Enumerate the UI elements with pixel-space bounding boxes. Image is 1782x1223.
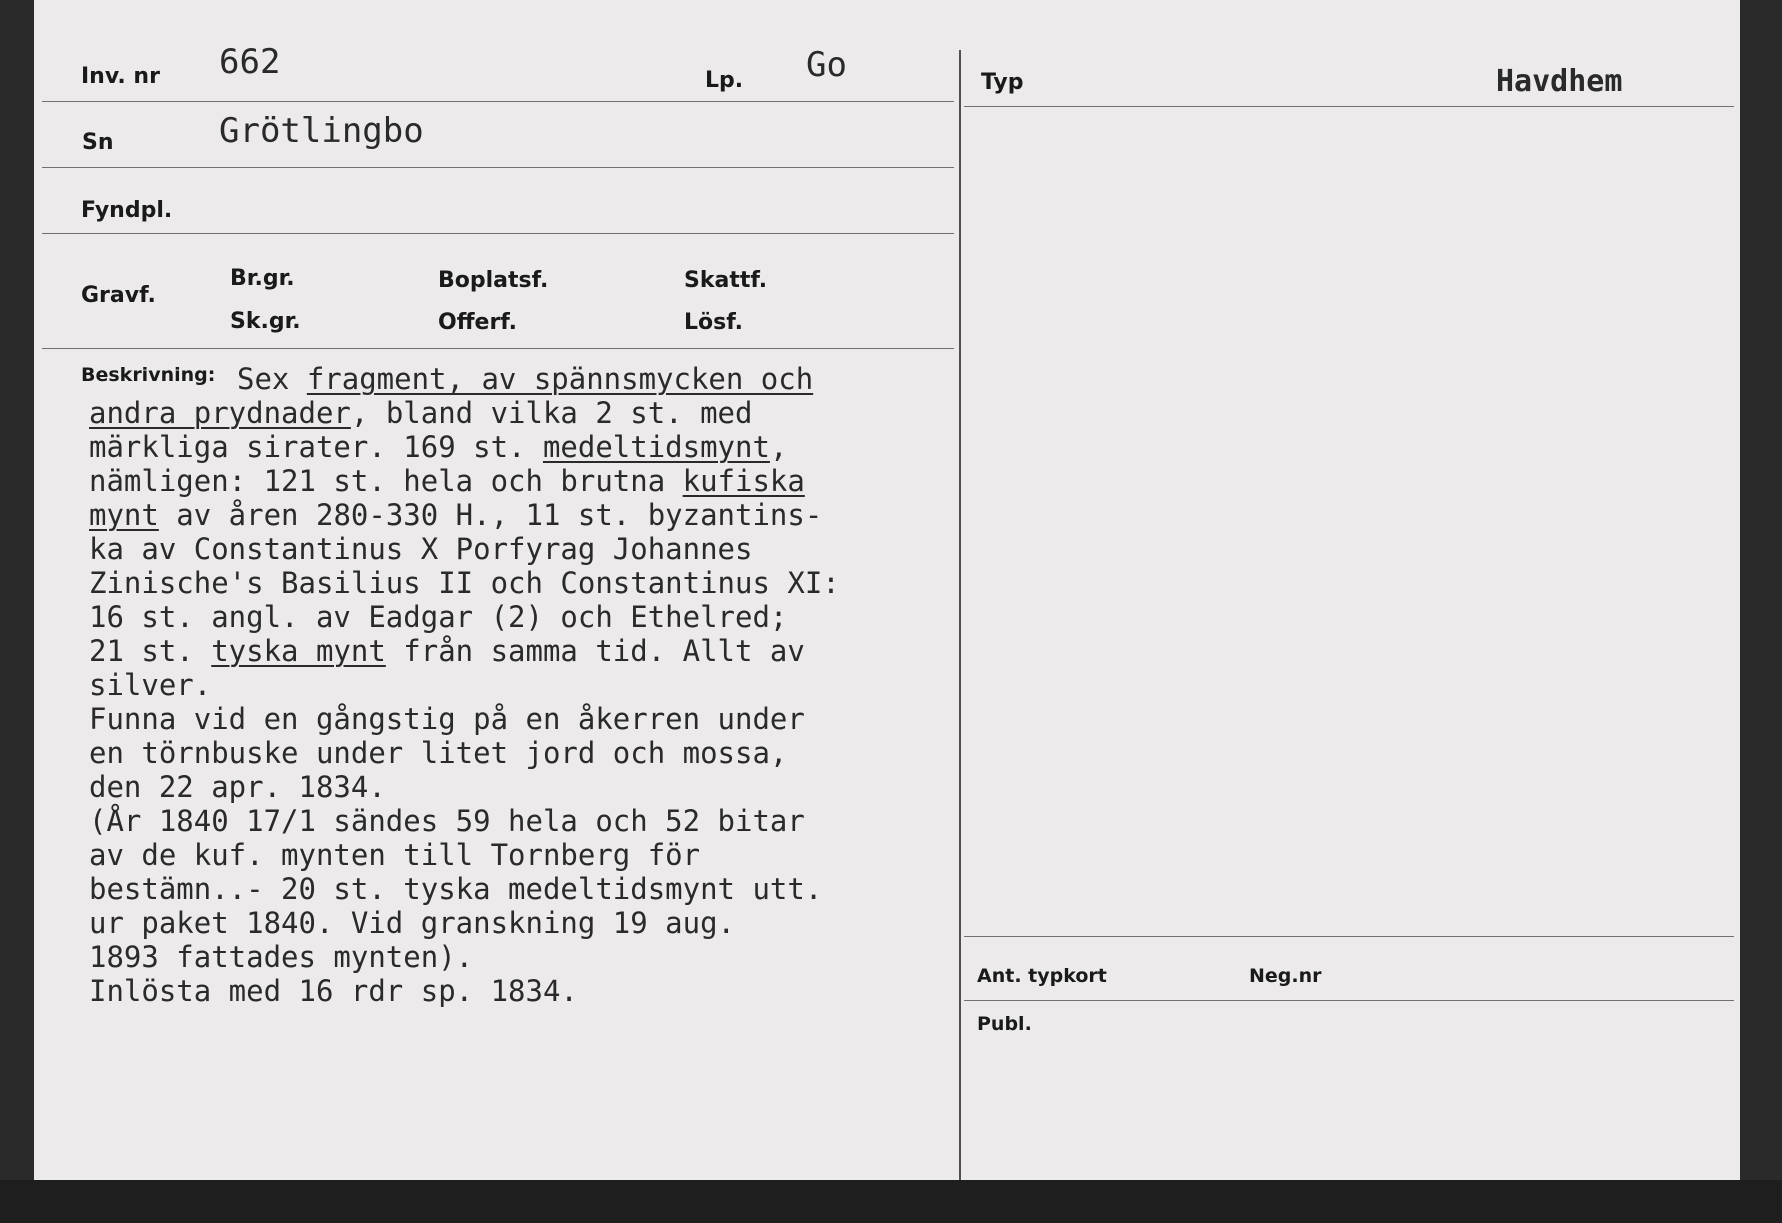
beskrivning-label: Beskrivning: [81,364,216,386]
text-segment: (År 1840 17/1 sändes 59 hela och 52 bitar [89,804,805,838]
divider-ant-typkort [964,936,1734,937]
text-segment: från samma tid. Allt av [385,634,805,668]
description-line [89,532,1009,566]
inv-nr-value: 662 [219,42,281,82]
description-line [89,906,1009,940]
text-segment: Zinische's Basilius II och Constantinus XI: [89,566,840,600]
text-segment: en törnbuske under litet jord och mossa, [89,736,788,770]
description-line [89,940,1009,974]
text-segment: silver. [89,668,212,702]
description-line [89,600,1009,634]
description-line [89,770,1009,804]
text-segment: Sex [237,362,307,396]
ant-typkort-label: Ant. typkort [977,965,1107,987]
card-bottom-edge [0,1180,1782,1223]
description-line [89,838,1009,872]
underlined-text: medeltidsmynt [542,430,770,464]
description-line [89,634,1009,668]
lp-value: Go [806,45,847,85]
text-segment: ka av Constantinus X Porfyrag Johannes [89,532,753,566]
description-body [89,396,1009,1008]
text-segment: av de kuf. mynten till Tornberg för [89,838,701,872]
typ-label: Typ [981,70,1024,95]
skattf-label: Skattf. [684,268,768,293]
text-segment: Funna vid en gångstig på en åkerren under [89,702,805,736]
description-line [89,736,1009,770]
text-segment: av åren 280-330 H., 11 st. byzantins- [158,498,823,532]
underlined-text: kufiska [682,464,805,498]
text-segment: , [769,430,788,464]
lp-label: Lp. [705,68,744,93]
text-segment: märkliga sirater. 169 st. [89,430,543,464]
description-line [89,804,1009,838]
text-segment: nämligen: 121 st. hela och brutna [89,464,683,498]
divider-inv [42,101,954,102]
typ-value: Havdhem [1496,64,1623,99]
underlined-text: andra prydnader [89,396,351,430]
offerf-label: Offerf. [438,310,518,335]
text-segment: 1893 fattades mynten). [89,940,474,974]
text-segment: ur paket 1840. Vid granskning 19 aug. [89,906,736,940]
divider-fyndpl [42,233,954,234]
text-segment: den 22 apr. 1834. [89,770,386,804]
description-line [89,498,1009,532]
description-line [89,566,1009,600]
underlined-text: fragment, av spännsmycken och [306,362,814,396]
skgr-label: Sk.gr. [230,309,301,334]
boplatsf-label: Boplatsf. [438,268,549,293]
text-segment: , bland vilka 2 st. med [350,396,753,430]
divider-sn [42,167,954,168]
divider-gravf [42,348,954,349]
description-first-line [237,362,813,396]
brgr-label: Br.gr. [230,266,295,291]
neg-nr-label: Neg.nr [1249,965,1322,987]
sn-value: Grötlingbo [219,111,424,151]
text-segment: 21 st. [89,634,212,668]
description-line [89,668,1009,702]
publ-label: Publ. [977,1013,1032,1035]
sn-label: Sn [82,130,114,155]
text-segment: Inlösta med 16 rdr sp. 1834. [89,974,578,1008]
description-line [89,974,1009,1008]
description-line [89,464,1009,498]
catalog-card [34,0,1740,1180]
description-line [89,702,1009,736]
fyndpl-label: Fyndpl. [81,198,173,223]
divider-typ [964,106,1734,107]
description-line [89,396,1009,430]
gravf-label: Gravf. [81,283,156,308]
description-line [89,872,1009,906]
losf-label: Lösf. [684,310,743,335]
underlined-text: tyska mynt [211,634,386,668]
underlined-text: mynt [89,498,159,532]
text-segment: 16 st. angl. av Eadgar (2) och Ethelred; [89,600,788,634]
text-segment: bestämn..- 20 st. tyska medeltidsmynt utt. [89,872,823,906]
description-line [89,430,1009,464]
divider-publ [964,1000,1734,1001]
inv-nr-label: Inv. nr [81,64,160,89]
